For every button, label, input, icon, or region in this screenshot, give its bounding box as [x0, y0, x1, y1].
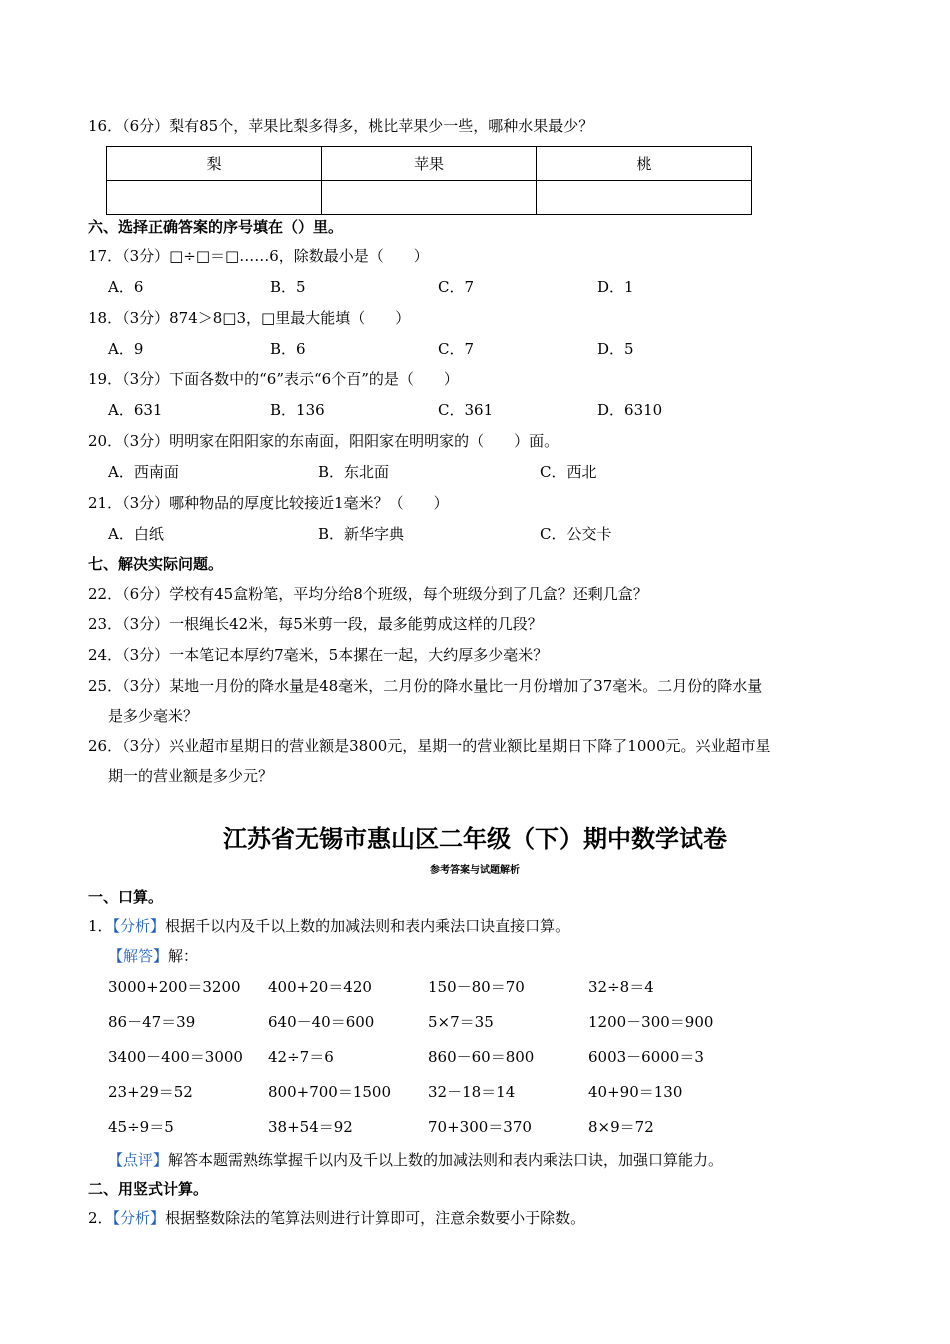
ans2-analysis-text: 根据整数除法的笔算法则进行计算即可，注意余数要小于除数。 — [165, 1209, 586, 1227]
calc-cell: 860－60＝800 — [428, 1048, 535, 1066]
calc-cell: 1200－300＝900 — [588, 1013, 714, 1031]
table-header-pear: 梨 — [107, 147, 322, 181]
q19-text: 19．（3分）下面各数中的“6”表示“6个百”的是（ ） — [88, 370, 459, 388]
q24-text: 24．（3分）一本笔记本厚约7毫米，5本摞在一起，大约厚多少毫米？ — [88, 646, 549, 664]
q17-option-a: A．6 — [108, 278, 144, 296]
calc-cell: 70+300＝370 — [428, 1118, 532, 1136]
calc-cell: 400+20＝420 — [268, 978, 372, 996]
q19-option-c: C．361 — [438, 401, 494, 419]
calc-cell: 6003－6000＝3 — [588, 1048, 704, 1066]
calc-cell: 5×7＝35 — [428, 1013, 494, 1031]
section-7-heading: 七、解决实际问题。 — [88, 555, 224, 573]
calc-cell: 800+700＝1500 — [268, 1083, 392, 1101]
q18-text: 18．（3分）874＞8□3，□里最大能填（ ） — [88, 309, 411, 327]
calc-cell: 40+90＝130 — [588, 1083, 683, 1101]
calc-cell: 150－80＝70 — [428, 978, 525, 996]
calc-cell: 640－40＝600 — [268, 1013, 375, 1031]
table-cell-empty — [537, 181, 752, 215]
q21-option-c: C．公交卡 — [540, 525, 612, 543]
calc-cell: 86－47＝39 — [108, 1013, 196, 1031]
ans2-number: 2． — [88, 1209, 113, 1227]
ans2-analysis — [88, 1208, 585, 1228]
q20-option-a: A．西南面 — [108, 463, 179, 481]
table-header-apple: 苹果 — [322, 147, 537, 181]
q16-text: 16．（6分）梨有85个，苹果比梨多得多，桃比苹果少一些，哪种水果最少？ — [88, 117, 594, 135]
section-6-heading: 六、选择正确答案的序号填在（）里。 — [88, 218, 344, 236]
calc-cell: 42÷7＝6 — [268, 1048, 334, 1066]
ans-section-2-heading: 二、用竖式计算。 — [88, 1180, 209, 1198]
table-header-peach: 桃 — [537, 147, 752, 181]
q23-text: 23．（3分）一根绳长42米，每5米剪一段，最多能剪成这样的几段？ — [88, 615, 543, 633]
calc-cell: 8×9＝72 — [588, 1118, 654, 1136]
q22-text: 22．（6分）学校有45盒粉笔，平均分给8个班级，每个班级分到了几盒？还剩几盒？ — [88, 585, 648, 603]
ans1-comment — [108, 1150, 723, 1170]
ans1-number: 1． — [88, 917, 113, 935]
calc-cell: 32÷8＝4 — [588, 978, 654, 996]
ans1-analysis-text: 根据千以内及千以上数的加减法则和表内乘法口诀直接口算。 — [165, 917, 571, 935]
ans1-comment-text: 解答本题需熟练掌握千以内及千以上数的加减法则和表内乘法口诀，加强口算能力。 — [168, 1151, 724, 1169]
q20-option-c: C．西北 — [540, 463, 597, 481]
answer-subtitle: 参考答案与试题解析 — [430, 865, 520, 876]
q19-option-b: B．136 — [270, 401, 325, 419]
q18-option-d: D．5 — [597, 340, 634, 358]
q20-text: 20．（3分）明明家在阳阳家的东南面，阳阳家在明明家的（ ）面。 — [88, 432, 560, 450]
q17-option-c: C．7 — [438, 278, 475, 296]
analysis-tag: 【分析】 — [112, 1209, 166, 1227]
q19-option-a: A．631 — [108, 401, 163, 419]
q17-text: 17．（3分）□÷□＝□……6，除数最小是（ ） — [88, 247, 429, 265]
calc-cell: 45÷9＝5 — [108, 1118, 174, 1136]
q18-option-b: B．6 — [270, 340, 306, 358]
q19-option-d: D．6310 — [597, 401, 663, 419]
q25-line1: 25．（3分）某地一月份的降水量是48毫米，二月份的降水量比一月份增加了37毫米。二月份的降水量 — [88, 677, 763, 695]
q21-option-b: B．新华字典 — [318, 525, 405, 543]
ans1-answer-text: 解： — [168, 947, 199, 965]
calc-cell: 32－18＝14 — [428, 1083, 516, 1101]
q18-option-a: A．9 — [108, 340, 144, 358]
table-cell-empty — [107, 181, 322, 215]
q26-line2: 期一的营业额是多少元？ — [108, 767, 274, 785]
q21-text: 21．（3分）哪种物品的厚度比较接近1毫米？（ ） — [88, 494, 449, 512]
ans1-analysis — [88, 916, 570, 936]
q20-option-b: B．东北面 — [318, 463, 390, 481]
calc-cell: 3000+200＝3200 — [108, 978, 241, 996]
ans-section-1-heading: 一、口算。 — [88, 888, 164, 906]
ans1-answer — [108, 946, 198, 966]
calc-cell: 38+54＝92 — [268, 1118, 353, 1136]
comment-tag: 【点评】 — [108, 1151, 169, 1169]
calc-cell: 23+29＝52 — [108, 1083, 193, 1101]
q17-option-b: B．5 — [270, 278, 306, 296]
answer-title: 江苏省无锡市惠山区二年级（下）期中数学试卷 — [223, 824, 727, 853]
q25-line2: 是多少毫米？ — [108, 707, 199, 725]
answer-tag: 【解答】 — [108, 947, 169, 965]
q18-option-c: C．7 — [438, 340, 475, 358]
calc-cell: 3400－400＝3000 — [108, 1048, 243, 1066]
table-cell-empty — [322, 181, 537, 215]
q26-line1: 26．（3分）兴业超市星期日的营业额是3800元，星期一的营业额比星期日下降了1000元。兴业超市星 — [88, 737, 771, 755]
q21-option-a: A．白纸 — [108, 525, 164, 543]
q17-option-d: D．1 — [597, 278, 634, 296]
analysis-tag: 【分析】 — [112, 917, 166, 935]
fruit-table — [106, 146, 752, 215]
